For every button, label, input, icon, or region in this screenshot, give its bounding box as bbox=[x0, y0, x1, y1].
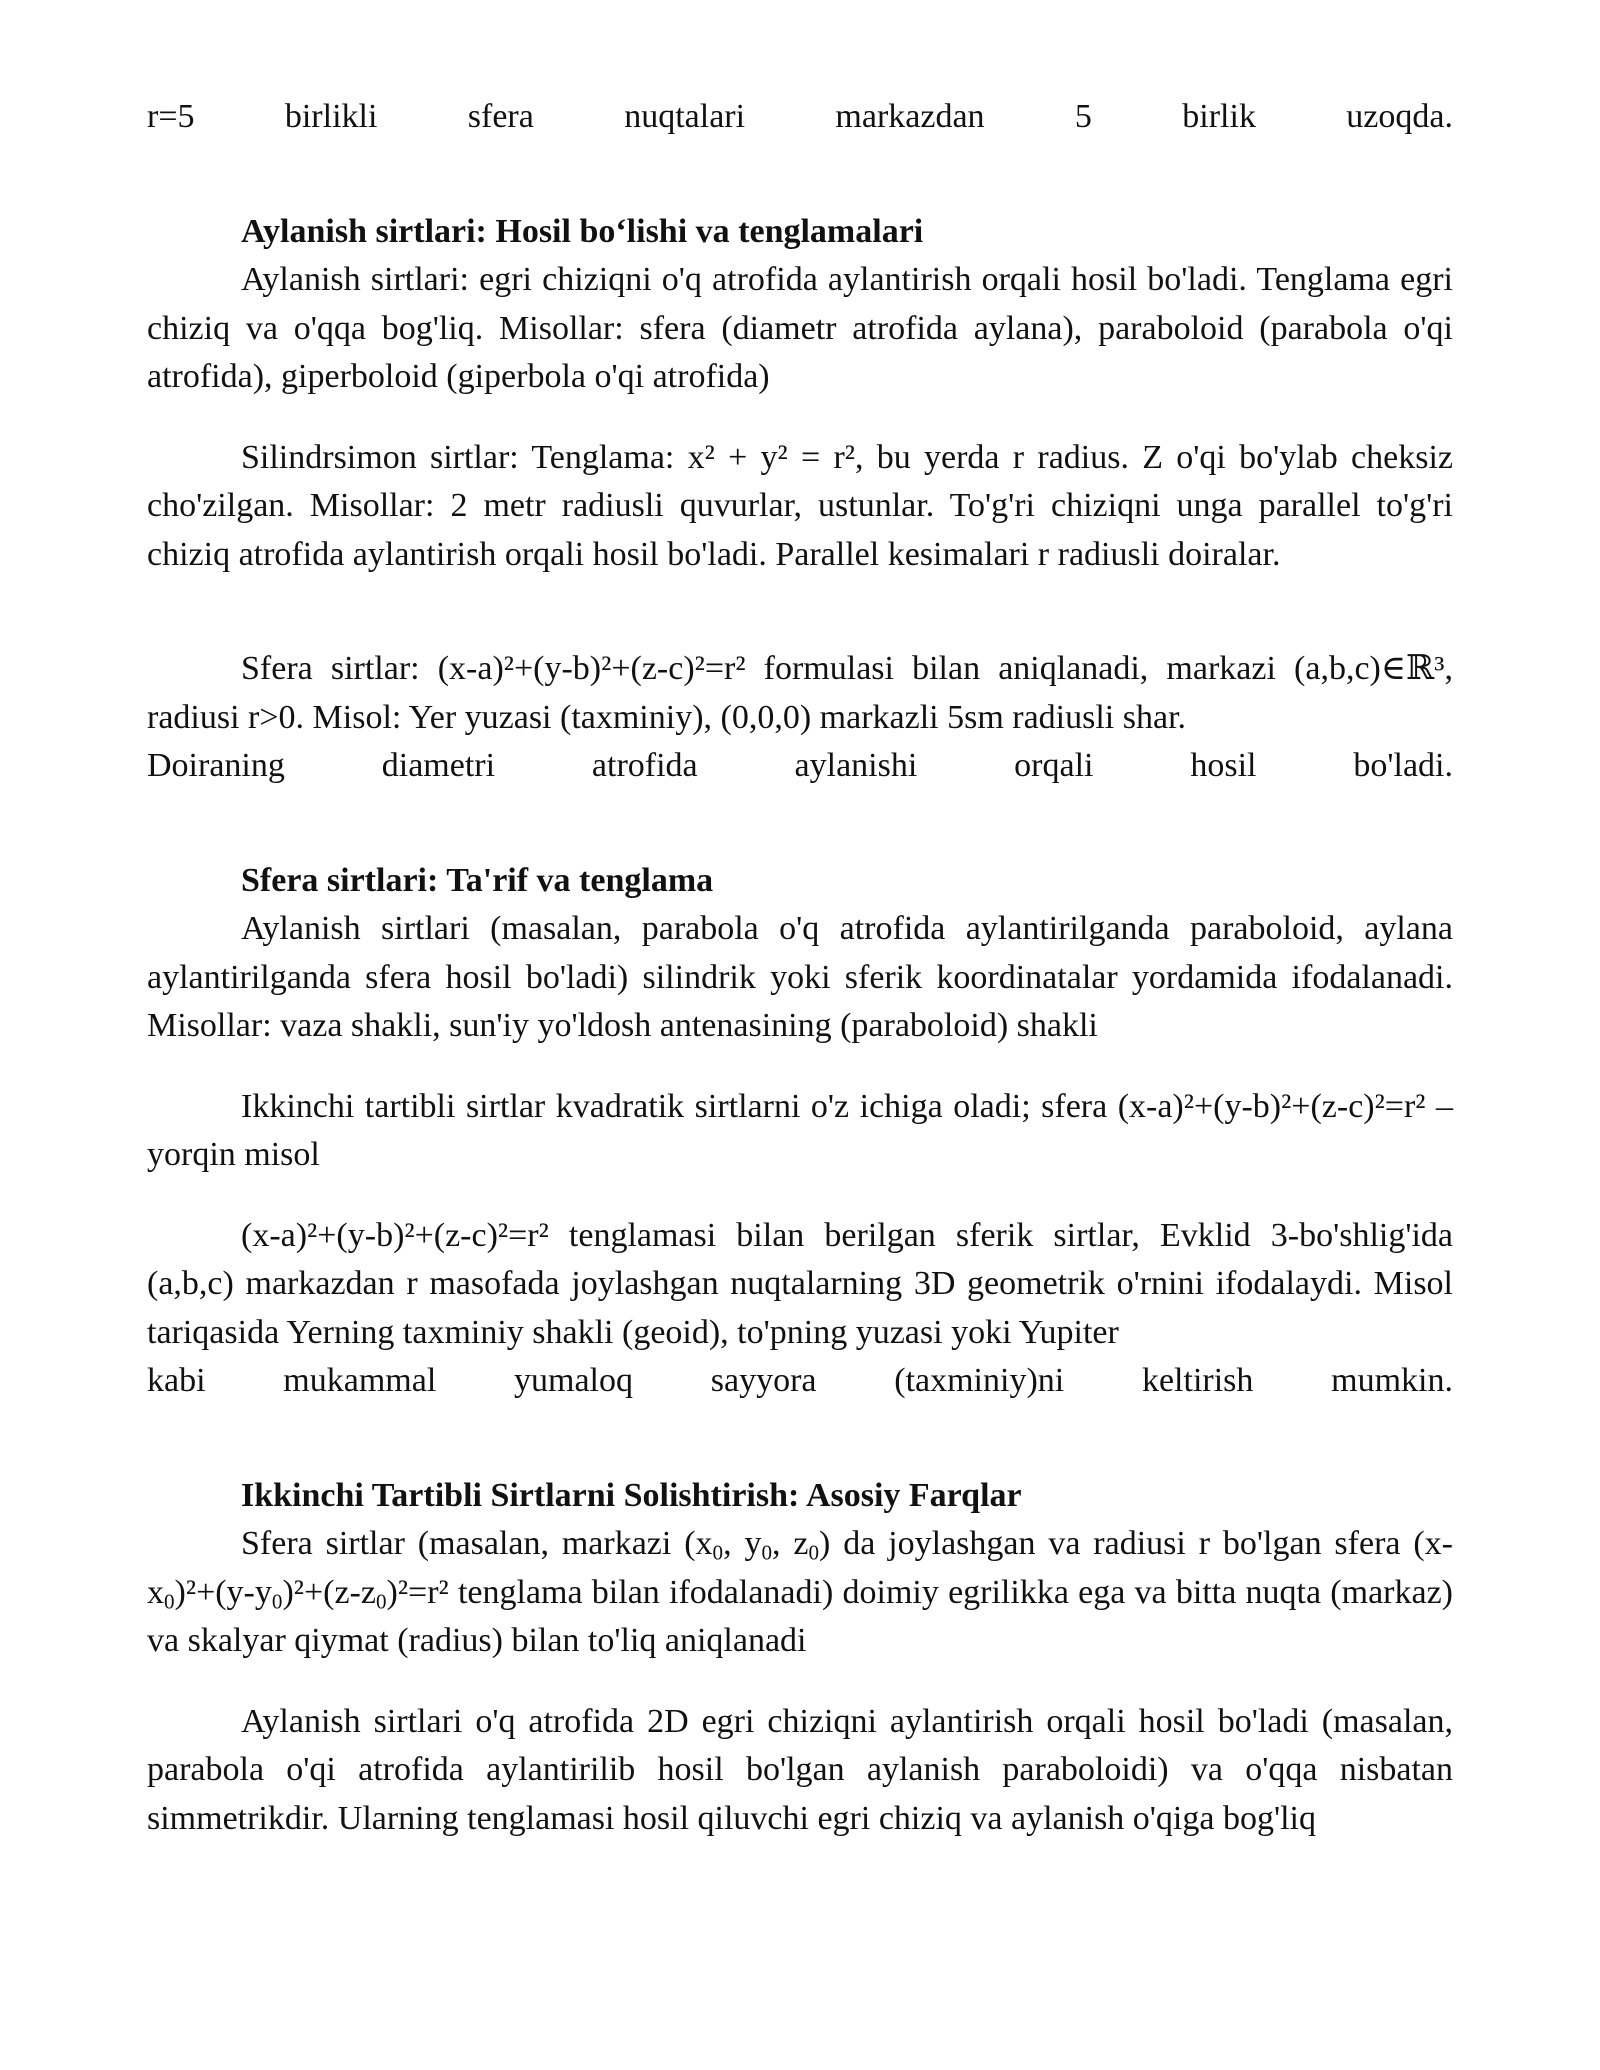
paragraph-ikkinchi-tartibli-sirtlar: Ikkinchi tartibli sirtlar kvadratik sirtlarni o'z ichiga oladi; sfera (x-a)²+(y-b)²+(z-c)²=r² – yorqin misol bbox=[147, 1087, 1453, 1173]
paragraph-top-line: r=5 birlikli sfera nuqtalari markazdan 5 birlik uzoqda. bbox=[147, 98, 1453, 135]
paragraph-silindrsimon-sirtlar: Silindrsimon sirtlar: Tenglama: x² + y² = r², bu yerda r radius. Z o'qi bo'ylab cheksiz cho'zilgan. Misollar: 2 metr radiusli quvurlar, ustunlar. To'g'ri chiziqni unga parallel to'g'ri chiziq atrofida aylantirish orqali hosil bo'ladi. Parallel kesimalari r radiusli doiralar. bbox=[147, 438, 1453, 573]
paragraph-aylanish-sirtlari-2d: Aylanish sirtlari o'q atrofida 2D egri chiziqni aylantirish orqali hosil bo'ladi (masalan, parabola o'qi atrofida aylantirilib hosil bo'lgan aylanish paraboloidi) va o'qqa nisbatan simmetrikdir. Ularning tenglamasi hosil qiluvchi egri chiziq va aylanish o'qiga bog'liq bbox=[147, 1702, 1453, 1837]
paragraph-sfera-sirtlar-masalan: Sfera sirtlar (masalan, markazi ($x_0$, $y_0$, $z_0$) da joylashgan va radiusi r bo'lgan sfera $(x-x_0)^2+(y-y_0)^2+(z-z_0)^2=r^2$ tenglama bilan ifodalanadi) doimiy egrilikka ega va bitta nuqta (markaz) va skalyar qiymat (radius) bilan to'liq aniqlanadi bbox=[147, 1525, 1454, 1659]
paragraph-sferik-sirtlar: (x-a)²+(y-b)²+(z-c)²=r² tenglamasi bilan berilgan sferik sirtlar, Evklid 3-bo'shlig'ida (a,b,c) markazdan r masofada joylashgan nuqtalarning 3D geometrik o'rnini ifodalaydi. Misol tariqasida Yerning taxminiy shakli (geoid), to'pning yuzasi yoki Yupiter bbox=[147, 1216, 1453, 1351]
paragraph-aylanish-sirtlari-masalan: Aylanish sirtlari (masalan, parabola o'q atrofida aylantirilganda paraboloid, aylana aylantirilganda sfera hosil bo'ladi) silindrik yoki sferik koordinatalar yordamida ifodalanadi. Misollar: vaza shakli, sun'iy yo'ldosh antenasining (paraboloid) shakli bbox=[147, 910, 1453, 1044]
paragraph-sfera-sirtlar: Sfera sirtlar: (x-a)²+(y-b)²+(z-c)²=r² formulasi bilan aniqlanadi, markazi (a,b,c)∈ℝ³, radiusi r>0. Misol: Yer yuzasi (taxminiy), (0,0,0) markazli 5sm radiusli shar. bbox=[147, 650, 1453, 736]
paragraph-sfera-sirtlar-last-line: Doiraning diametri atrofida aylanishi orqali hosil bo'ladi. bbox=[147, 747, 1453, 784]
heading-sfera-sirtlari: Sfera sirtlari: Ta'rif va tenglama bbox=[241, 861, 714, 899]
paragraph-sferik-sirtlar-last-line: kabi mukammal yumaloq sayyora (taxminiy)ni keltirish mumkin. bbox=[147, 1362, 1453, 1399]
heading-solishtirish: Ikkinchi Tartibli Sirtlarni Solishtirish: Asosiy Farqlar bbox=[241, 1476, 1022, 1514]
heading-aylanish-sirtlari: Aylanish sirtlari: Hosil bo‘lishi va tenglamalari bbox=[241, 212, 924, 250]
paragraph-aylanish-sirtlari: Aylanish sirtlari: egri chiziqni o'q atrofida aylantirish orqali hosil bo'ladi. Tenglama egri chiziq va o'qqa bog'liq. Misollar: sfera (diametr atrofida aylana), paraboloid (parabola o'qi atrofida), giperboloid (giperbola o'qi atrofida) bbox=[147, 261, 1453, 395]
